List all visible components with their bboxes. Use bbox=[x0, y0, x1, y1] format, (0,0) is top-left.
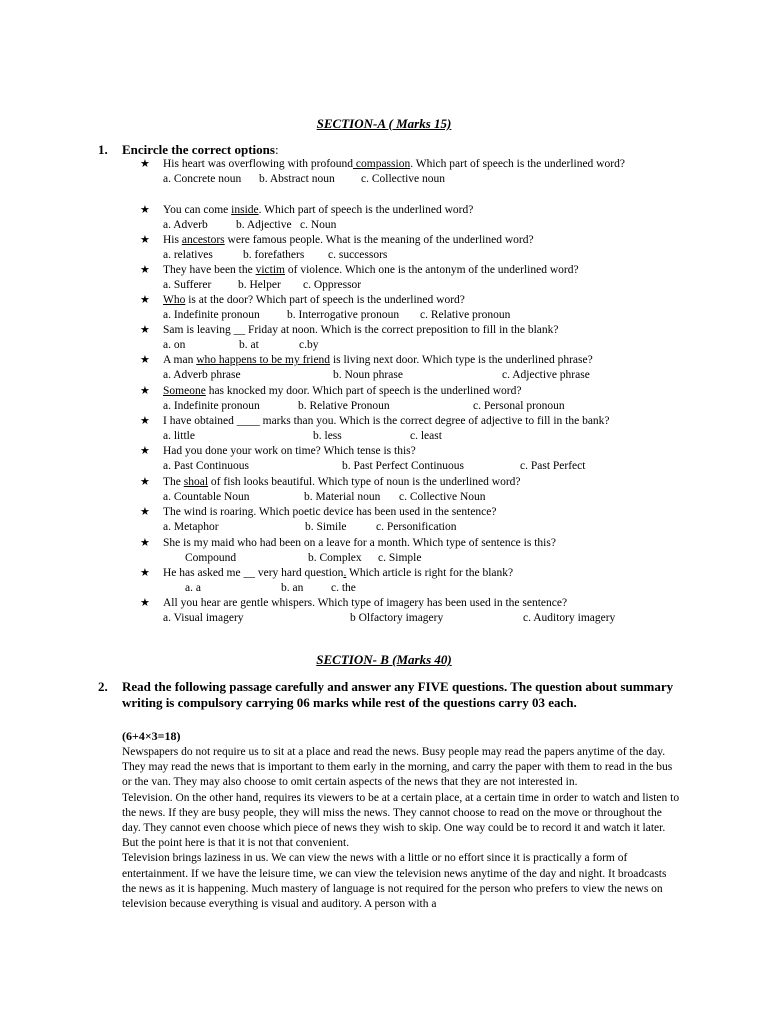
mcq-question-text: All you hear are gentle whispers. Which type of imagery has been used in the sentence? bbox=[163, 597, 568, 609]
mcq-question-text: I have obtained ____ marks than you. Which is the correct degree of adjective to fill in the bank? bbox=[163, 415, 610, 427]
mcq-option[interactable]: c. least bbox=[410, 430, 442, 442]
mcq-option[interactable]: a. Adverb phrase bbox=[163, 369, 241, 381]
mcq-question-text: Sam is leaving __ Friday at noon. Which is the correct preposition to fill in the blank? bbox=[163, 324, 559, 336]
mcq-item bbox=[140, 444, 680, 474]
underlined-word: who happens to be my friend bbox=[196, 354, 331, 366]
mcq-question-text: . Which part of speech is the underlined word? bbox=[410, 158, 625, 170]
mcq-item bbox=[140, 323, 680, 353]
mcq-option[interactable]: b. at bbox=[239, 339, 259, 351]
mcq-option[interactable]: b. Helper bbox=[238, 279, 281, 291]
mcq-option[interactable]: b. Material noun bbox=[304, 491, 381, 503]
mcq-question bbox=[163, 293, 680, 308]
mcq-option[interactable]: c. Personal pronoun bbox=[473, 400, 565, 412]
mcq-option[interactable]: b Olfactory imagery bbox=[350, 612, 444, 624]
underlined-word: ancestors bbox=[181, 234, 225, 246]
mcq-question bbox=[163, 203, 680, 218]
star-bullet-icon: ★ bbox=[140, 354, 150, 366]
mcq-question bbox=[163, 536, 680, 551]
mcq-item bbox=[140, 475, 680, 505]
mcq-options bbox=[163, 429, 680, 444]
mcq-option[interactable]: a. Sufferer bbox=[163, 279, 212, 291]
underlined-word: . bbox=[343, 567, 347, 579]
mcq-question bbox=[163, 353, 680, 368]
mcq-options bbox=[163, 338, 680, 353]
mcq-question-text: Had you done your work on time? Which tense is this? bbox=[163, 445, 416, 457]
question-1-heading-colon: : bbox=[274, 142, 279, 157]
question-2-heading: Read the following passage carefully and answer any FIVE questions. The question about summary writing is compulsory carrying 06 marks while rest of the questions carry 03 each. bbox=[122, 679, 674, 710]
mcq-options bbox=[163, 172, 680, 187]
mcq-option[interactable]: b. Noun phrase bbox=[333, 369, 403, 381]
mcq-option[interactable]: c.by bbox=[299, 339, 319, 351]
mcq-question-text: They have been the bbox=[163, 264, 256, 276]
mcq-question-text: . Which part of speech is the underlined word? bbox=[258, 204, 474, 216]
question-1-heading bbox=[122, 142, 279, 158]
mcq-options bbox=[163, 399, 680, 414]
mcq-question bbox=[163, 475, 680, 490]
mcq-item bbox=[140, 596, 680, 626]
mcq-option[interactable]: c. Relative pronoun bbox=[420, 309, 511, 321]
mcq-option[interactable]: a. on bbox=[163, 339, 186, 351]
question-1-heading-text: Encircle the correct options bbox=[122, 142, 275, 157]
mcq-option[interactable]: b. Simile bbox=[305, 521, 347, 533]
passage-paragraph: Newspapers do not require us to sit at a place and read the news. Busy people may read the papers anytime of the day. They may read the news that is important to them early in the morning, and carry the paper with them to read in the bus or the van. They may also choose to omit certain aspects of the news that they are not interested in. bbox=[122, 746, 673, 789]
mcq-item bbox=[140, 233, 680, 263]
section-a-title: SECTION-A ( Marks 15) bbox=[316, 116, 452, 131]
mcq-question-text: were famous people. What is the meaning of the underlined word? bbox=[224, 234, 534, 246]
question-2-marks: (6+4×3=18) bbox=[122, 729, 181, 743]
mcq-option[interactable]: b. forefathers bbox=[243, 249, 305, 261]
mcq-option[interactable]: c. Collective noun bbox=[361, 173, 445, 185]
star-bullet-icon: ★ bbox=[140, 415, 150, 427]
mcq-option[interactable]: c. Past Perfect bbox=[520, 460, 586, 472]
star-bullet-icon: ★ bbox=[140, 445, 150, 457]
mcq-options bbox=[163, 459, 680, 474]
mcq-item bbox=[140, 384, 680, 414]
mcq-question bbox=[163, 233, 680, 248]
mcq-option[interactable]: b. less bbox=[313, 430, 342, 442]
mcq-question bbox=[163, 596, 680, 611]
mcq-option[interactable]: a. little bbox=[163, 430, 195, 442]
question-2-number: 2. bbox=[98, 679, 108, 694]
mcq-option[interactable]: a. Metaphor bbox=[163, 521, 219, 533]
section-b-title: SECTION- B (Marks 40) bbox=[316, 652, 452, 667]
mcq-question-text: Which article is right for the blank? bbox=[346, 567, 514, 579]
mcq-option[interactable]: a. Indefinite pronoun bbox=[163, 400, 260, 412]
mcq-question-text: She is my maid who had been on a leave for a month. Which type of sentence is this? bbox=[163, 537, 556, 549]
mcq-option[interactable]: a. Indefinite pronoun bbox=[163, 309, 260, 321]
mcq-question bbox=[163, 566, 680, 581]
question-1-number: 1. bbox=[98, 142, 108, 157]
mcq-question bbox=[163, 505, 680, 520]
star-bullet-icon: ★ bbox=[140, 567, 150, 579]
mcq-option[interactable]: Compound bbox=[185, 552, 237, 564]
mcq-option[interactable]: c. the bbox=[331, 582, 356, 594]
underlined-word: victim bbox=[255, 264, 285, 276]
star-bullet-icon: ★ bbox=[140, 234, 150, 246]
star-bullet-icon: ★ bbox=[140, 385, 150, 397]
underlined-word: Someone bbox=[163, 385, 206, 397]
star-bullet-icon: ★ bbox=[140, 204, 150, 216]
mcq-options bbox=[163, 551, 680, 566]
mcq-question-text: His bbox=[163, 234, 182, 246]
mcq-question-text: His heart was overflowing with profound bbox=[163, 158, 354, 170]
mcq-option[interactable]: c. Adjective phrase bbox=[502, 369, 590, 381]
star-bullet-icon: ★ bbox=[140, 324, 150, 336]
mcq-options bbox=[163, 520, 680, 535]
mcq-option[interactable]: b. an bbox=[281, 582, 304, 594]
star-bullet-icon: ★ bbox=[140, 476, 150, 488]
mcq-option[interactable]: b. Adjective bbox=[236, 219, 292, 231]
mcq-option[interactable]: a. relatives bbox=[163, 249, 213, 261]
mcq-item bbox=[140, 505, 680, 535]
mcq-option[interactable]: a. Countable Noun bbox=[163, 491, 250, 503]
passage-paragraph: Television. On the other hand, requires its viewers to be at a certain place, at a certain time in order to watch and listen to the news. If they are busy people, they will miss the news. They cannot choose to read on the move or throughout the day. They cannot even choose which piece of news they wish to skip. One way could be to record it and watch it later. But the point here is that it is not that convenient. bbox=[122, 791, 680, 850]
underlined-word: inside bbox=[231, 204, 259, 216]
mcq-question-text: The bbox=[163, 476, 184, 488]
mcq-item bbox=[140, 263, 680, 293]
mcq-item bbox=[140, 157, 680, 187]
mcq-options bbox=[163, 248, 680, 263]
mcq-question bbox=[163, 444, 680, 459]
mcq-option[interactable]: a. Visual imagery bbox=[163, 612, 244, 624]
mcq-options bbox=[163, 490, 680, 505]
mcq-item bbox=[140, 293, 680, 323]
underlined-word: compassion bbox=[353, 158, 411, 170]
mcq-option[interactable]: a. Concrete noun bbox=[163, 173, 242, 185]
mcq-option[interactable]: a. Adverb bbox=[163, 219, 208, 231]
underlined-word: Who bbox=[163, 294, 186, 306]
mcq-options bbox=[163, 218, 680, 233]
star-bullet-icon: ★ bbox=[140, 158, 150, 170]
mcq-item bbox=[140, 203, 680, 233]
mcq-option[interactable]: c. Personification bbox=[376, 521, 457, 533]
mcq-option[interactable]: b. Past Perfect Continuous bbox=[342, 460, 465, 472]
mcq-options bbox=[163, 368, 680, 383]
mcq-item bbox=[140, 536, 680, 566]
mcq-item bbox=[140, 353, 680, 383]
mcq-question bbox=[163, 414, 680, 429]
mcq-options bbox=[163, 278, 680, 293]
passage-paragraph: Television brings laziness in us. We can view the news with a little or no effort since it is practically a form of entertainment. If we have the leisure time, we can view the television news anytime of the day and night. It broadcasts the news as it is happening. Much mastery of language is not required for the person who prefers to view the news on television because everything is visual and auditory. A person with a bbox=[122, 852, 667, 911]
star-bullet-icon: ★ bbox=[140, 264, 150, 276]
mcq-question bbox=[163, 263, 680, 278]
mcq-question-text: He has asked me __ very hard question bbox=[163, 567, 344, 579]
star-bullet-icon: ★ bbox=[140, 537, 150, 549]
mcq-option[interactable]: c. Noun bbox=[300, 219, 337, 231]
mcq-option[interactable]: c. successors bbox=[328, 249, 388, 261]
mcq-question bbox=[163, 157, 680, 172]
mcq-question-text: is at the door? Which part of speech is the underlined word? bbox=[185, 294, 465, 306]
reading-passage bbox=[122, 745, 682, 912]
mcq-question bbox=[163, 323, 680, 338]
mcq-question bbox=[163, 384, 680, 399]
mcq-options bbox=[163, 611, 680, 626]
mcq-question-text: of fish looks beautiful. Which type of noun is the underlined word? bbox=[208, 476, 521, 488]
mcq-option[interactable]: b. Complex bbox=[308, 552, 362, 564]
mcq-options bbox=[163, 308, 680, 323]
mcq-question-text: has knocked my door. Which part of speech is the underlined word? bbox=[205, 385, 522, 397]
mcq-question-text: is living next door. Which type is the underlined phrase? bbox=[330, 354, 593, 366]
mcq-options bbox=[163, 581, 680, 596]
mcq-option[interactable]: b. Interrogative pronoun bbox=[287, 309, 400, 321]
mcq-question-text: You can come bbox=[163, 204, 232, 216]
mcq-option[interactable]: c. Collective Noun bbox=[399, 491, 486, 503]
mcq-option[interactable]: b. Abstract noun bbox=[259, 173, 335, 185]
mcq-item bbox=[140, 414, 680, 444]
mcq-question-text: of violence. Which one is the antonym of the underlined word? bbox=[285, 264, 579, 276]
star-bullet-icon: ★ bbox=[140, 294, 150, 306]
mcq-option[interactable]: c. Auditory imagery bbox=[523, 612, 616, 624]
star-bullet-icon: ★ bbox=[140, 597, 150, 609]
mcq-option[interactable]: a. Past Continuous bbox=[163, 460, 249, 472]
mcq-option[interactable]: c. Oppressor bbox=[303, 279, 362, 291]
mcq-option[interactable]: b. Relative Pronoun bbox=[298, 400, 390, 412]
mcq-question-text: A man bbox=[163, 354, 197, 366]
mcq-option[interactable]: c. Simple bbox=[378, 552, 422, 564]
star-bullet-icon: ★ bbox=[140, 506, 150, 518]
underlined-word: shoal bbox=[183, 476, 209, 488]
mcq-question-text: The wind is roaring. Which poetic device has been used in the sentence? bbox=[163, 506, 497, 518]
mcq-item bbox=[140, 566, 680, 596]
mcq-option[interactable]: a. a bbox=[185, 582, 201, 594]
